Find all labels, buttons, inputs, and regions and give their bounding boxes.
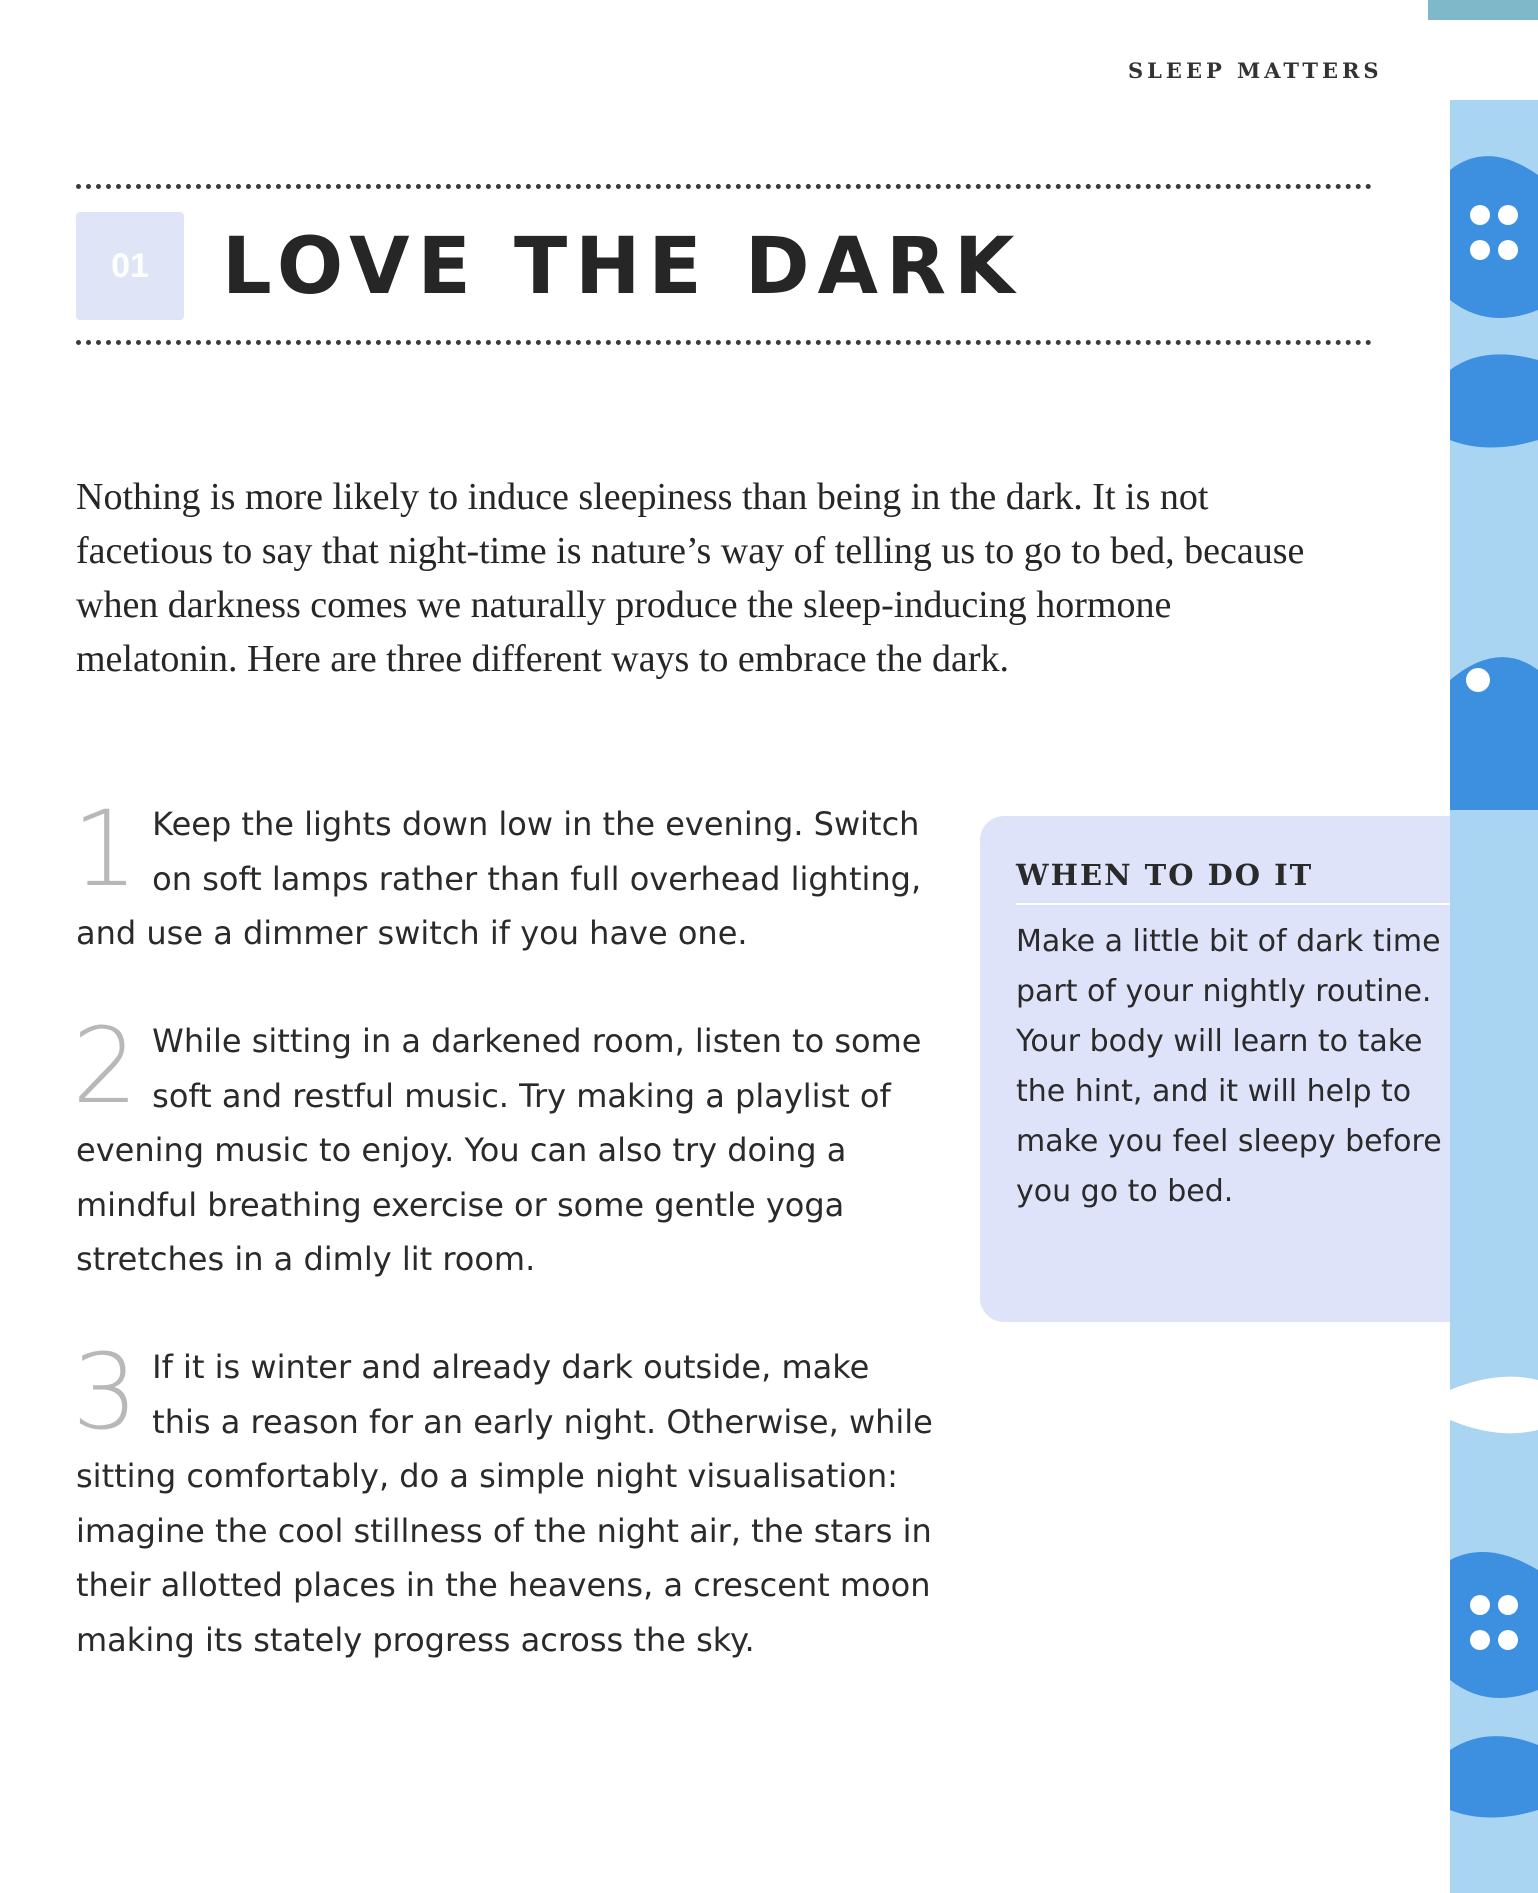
- step-3-number: 3: [72, 1331, 139, 1453]
- edge-cloud-4: [1450, 1377, 1538, 1434]
- edge-cloud-3: [1450, 657, 1538, 810]
- section-title: LOVE THE DARK: [222, 222, 1023, 312]
- step-1: [72, 788, 936, 961]
- step-2: [72, 1005, 936, 1287]
- step-2-text: While sitting in a darkened room, listen to some soft and restful music. Try making a playlist of evening music to enjoy. You can also try doing a mindful breathing exercise or some gentle yoga stretches in a dimly lit room.: [76, 1022, 922, 1278]
- edge-cloud-5: [1450, 1552, 1538, 1698]
- section-number-box: 01: [76, 212, 184, 320]
- edge-cloud-1: [1450, 156, 1538, 318]
- edge-white-tab: [1428, 20, 1538, 100]
- edge-dot-4: [1498, 240, 1518, 260]
- step-1-text: Keep the lights down low in the evening. Switch on soft lamps rather than full overhead lighting, and use a dimmer switch if you have one.: [76, 805, 922, 952]
- step-3-text: If it is winter and already dark outside, make this a reason for an early night. Otherwise, while sitting comfortably, do a simple night visualisation: imagine the cool stillness of the night air, the stars in their allotted places in the heavens, a crescent moon making its stately progress across the sky.: [76, 1348, 933, 1659]
- edge-dot-6: [1470, 1595, 1490, 1615]
- edge-dot-7: [1498, 1595, 1518, 1615]
- edge-dot-5: [1466, 668, 1490, 692]
- edge-dot-8: [1470, 1630, 1490, 1650]
- intro-paragraph: Nothing is more likely to induce sleepiness than being in the dark. It is not facetious to say that night-time is nature’s way of telling us to go to bed, because when darkness comes we naturally produce the sleep-inducing hormone melatonin. Here are three different ways to embrace the dark.: [76, 476, 1305, 680]
- running-header: SLEEP MATTERS: [1128, 58, 1383, 83]
- step-3: [72, 1331, 936, 1667]
- sidebar-title: WHEN TO DO IT: [1016, 858, 1314, 892]
- edge-dot-3: [1470, 240, 1490, 260]
- edge-top-tab: [1428, 0, 1538, 20]
- step-1-number: 1: [72, 788, 139, 910]
- edge-dot-9: [1498, 1630, 1518, 1650]
- edge-cloud-2: [1450, 354, 1538, 447]
- edge-dot-2: [1498, 205, 1518, 225]
- step-2-number: 2: [72, 1005, 139, 1127]
- bottom-dotted-rule: [76, 340, 1372, 345]
- edge-cloud-6: [1450, 1736, 1538, 1817]
- sidebar-body: Make a little bit of dark time part of your nightly routine. Your body will learn to take the hint, and it will help to make you feel sleepy before you go to bed.: [1016, 924, 1442, 1209]
- top-dotted-rule: [76, 184, 1372, 189]
- edge-dot-1: [1470, 205, 1490, 225]
- decorative-edge-pattern: [1428, 0, 1538, 1893]
